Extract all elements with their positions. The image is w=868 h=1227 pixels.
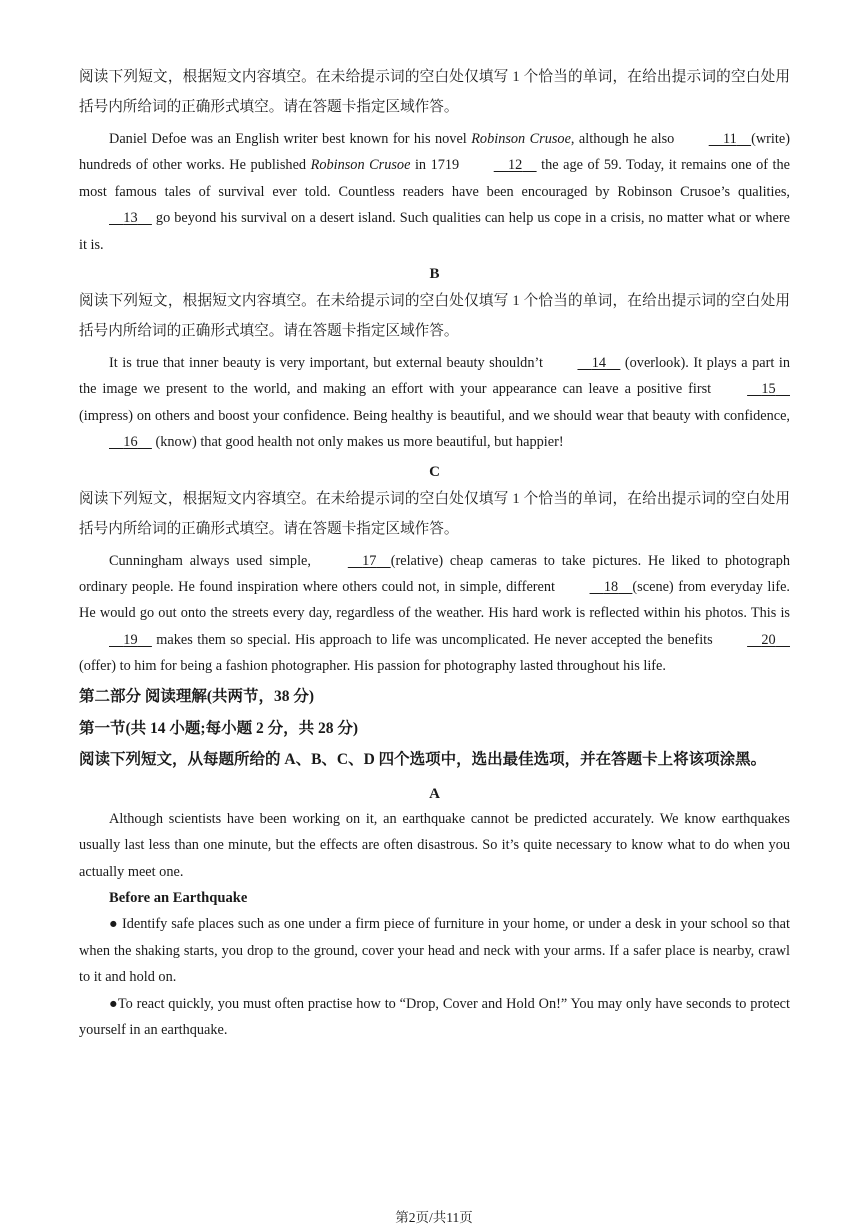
blank-13[interactable]: 13 xyxy=(123,210,138,227)
section-letter-b: B xyxy=(429,266,440,283)
blank-15[interactable]: 15 xyxy=(761,381,776,398)
blank-18[interactable]: 18 xyxy=(603,579,619,596)
blank-16[interactable]: 16 xyxy=(123,434,138,451)
blank-11[interactable]: 11 xyxy=(723,131,737,147)
passage-a: Daniel Defoe was an English writer best known for his novel Robinson Crusoe, although he also 11 (write) hundreds of other works. He published Robinson Crusoe in 1719 12 the age of 59. Today, it remains one of the most famous tales of survival ever told. Countless readers have been encouraged by Robinson Crusoe’s qualities, 13 go beyond his survival on a desert island. Such qualities can help us cope in a crisis, no matter what or where it is. xyxy=(79,126,790,258)
part-two-heading: 第二部分 阅读理解(共两节，38 分) xyxy=(79,687,315,705)
blank-12[interactable]: 12 xyxy=(508,157,523,174)
blank-19[interactable]: 19 xyxy=(123,631,138,648)
section-a-instruction: 阅读下列短文，根据短文内容填空。在未给提示词的空白处仅填写 1 个恰当的单词，在给出提示词的空白处用括号内所给词的正确形式填空。请在答题卡指定区域作答。 xyxy=(79,69,790,115)
bullet-safe-places: ● Identify safe places such as one under a firm piece of furniture in your home, or under a desk in your school so that when the shaking starts, you drop to the ground, cover your head and neck with your arms. If a safer place is nearby, crawl to it and hold on. xyxy=(79,916,790,986)
blank-14[interactable]: 14 xyxy=(591,355,607,372)
book-title: Robinson Crusoe xyxy=(310,157,411,174)
reading-instruction: 阅读下列短文，从每题所给的 A、B、C、D 四个选项中，选出最佳选项，并在答题卡上将该项涂黑。 xyxy=(79,750,767,768)
passage-b: It is true that inner beauty is very important, but external beauty shouldn’t 14 (overlook). It plays a part in the image we present to the world, and making an effort with your appearance can leave a positive first 15 (impress) on others and boost your confidence. Being healthy is beautiful, and we should wear that beauty with confidence, 16 (know) that good health not only makes us more beautiful, but happier! xyxy=(79,350,790,456)
section-one-heading: 第一节(共 14 小题;每小题 2 分，共 28 分) xyxy=(79,719,358,737)
document-page xyxy=(79,62,790,1043)
section-b-instruction: 阅读下列短文，根据短文内容填空。在未给提示词的空白处仅填写 1 个恰当的单词，在给出提示词的空白处用括号内所给词的正确形式填空。请在答题卡指定区域作答。 xyxy=(79,293,790,340)
blank-20[interactable]: 20 xyxy=(761,631,776,648)
before-earthquake-heading: Before an Earthquake xyxy=(109,889,248,906)
section-letter-c: C xyxy=(429,463,440,480)
bullet-practise: ●To react quickly, you must often practise how to “Drop, Cover and Hold On!” You may only have seconds to protect yourself in an earthquake. xyxy=(79,995,790,1038)
blank-17[interactable]: 17 xyxy=(362,552,377,569)
passage-c: Cunningham always used simple, 17 (relative) cheap cameras to take pictures. He liked to photograph ordinary people. He found inspiration where others could not, in simple, different 18 (scene) from everyday life. He would go out onto the streets every day, regardless of the weather. His hard work is reflected within his photos. This is 19 makes them so special. His approach to life was uncomplicated. He never accepted the benefits 20 (offer) to him for being a fashion photographer. His passion for photography lasted throughout his life. xyxy=(79,548,790,680)
book-title: Robinson Crusoe xyxy=(471,131,571,147)
reading-a-intro: Although scientists have been working on it, an earthquake cannot be predicted accurately. We know earthquakes usually last less than one minute, but the effects are often disastrous. So it’s quite necessary to know what to do when you actually meet one. xyxy=(79,810,790,880)
page-number: 第2页/共11页 xyxy=(395,1210,473,1225)
section-c-instruction: 阅读下列短文，根据短文内容填空。在未给提示词的空白处仅填写 1 个恰当的单词，在给出提示词的空白处用括号内所给词的正确形式填空。请在答题卡指定区域作答。 xyxy=(79,490,790,537)
reading-letter-a: A xyxy=(429,785,440,802)
